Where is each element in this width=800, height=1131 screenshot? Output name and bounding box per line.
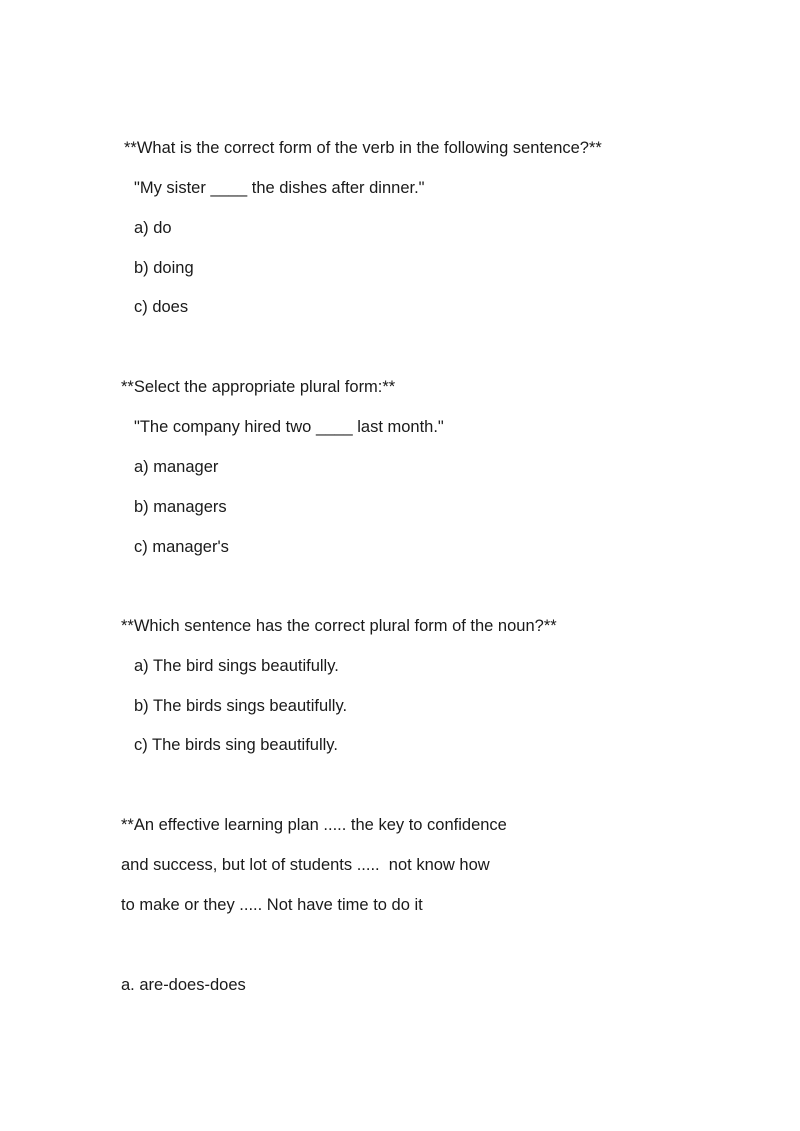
- question-2-option-c: c) manager's: [134, 538, 229, 556]
- question-2-option-b: b) managers: [134, 498, 227, 516]
- question-2-option-a: a) manager: [134, 458, 219, 476]
- question-3-option-b: b) The birds sings beautifully.: [134, 697, 348, 715]
- question-2-sentence: "The company hired two ____ last month.": [134, 418, 444, 436]
- question-3-option-a: a) The bird sings beautifully.: [134, 657, 339, 675]
- question-1-prompt: **What is the correct form of the verb in the following sentence?**: [124, 139, 602, 157]
- question-4-option-a: a. are-does-does: [121, 976, 246, 994]
- question-4-prompt-line-3: to make or they ..... Not have time to do it: [121, 896, 423, 914]
- question-2-prompt: **Select the appropriate plural form:**: [121, 378, 396, 396]
- question-1-option-b: b) doing: [134, 259, 194, 277]
- question-3-prompt: **Which sentence has the correct plural form of the noun?**: [121, 617, 557, 635]
- question-1-sentence: "My sister ____ the dishes after dinner.": [134, 179, 425, 197]
- question-4-prompt-line-1: **An effective learning plan ..... the key to confidence: [121, 816, 507, 834]
- question-1-option-a: a) do: [134, 219, 172, 237]
- question-4-prompt-line-2: and success, but lot of students ..... not know how: [121, 856, 490, 874]
- question-3-option-c: c) The birds sing beautifully.: [134, 736, 338, 754]
- question-1-option-c: c) does: [134, 298, 189, 316]
